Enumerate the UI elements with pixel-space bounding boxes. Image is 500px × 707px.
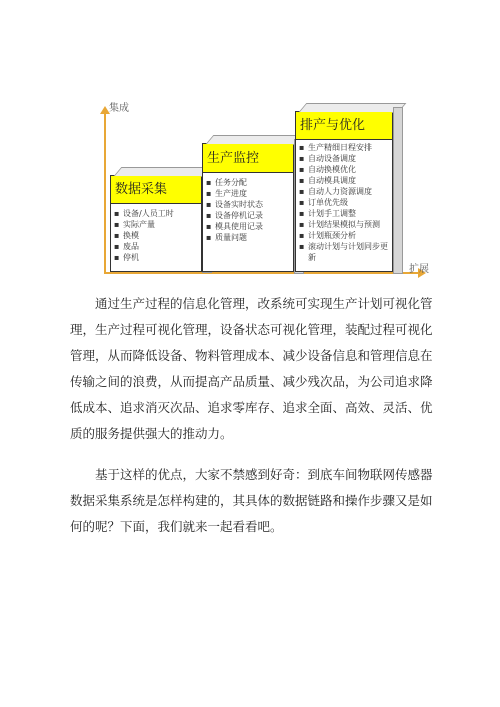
list-item: ▪ 实际产量 (123, 219, 174, 230)
block-item-list (203, 177, 263, 243)
list-item: ▪ 计划手工调整 (308, 208, 392, 219)
list-item: ▪ 生产精细日程安排 (308, 142, 392, 153)
list-item: ▪ 自动换模优化 (308, 164, 392, 175)
list-item: ▪ 设备实时状态 (215, 199, 263, 210)
y-axis-label: 集成 (109, 103, 129, 114)
block-scheduling-optimization (295, 111, 393, 272)
y-axis-line (104, 112, 106, 274)
list-item: ▪ 设备停机记录 (215, 210, 263, 221)
block-item-list (296, 142, 392, 263)
list-item: ▪ 自动人力资源调度 (308, 186, 392, 197)
list-item: ▪ 自动模具调度 (308, 175, 392, 186)
list-item: ▪ 订单优先级 (308, 197, 392, 208)
body-paragraph-intro: 基于这样的优点，大家不禁感到好奇：到底车间物联网传感器数据采集系统是怎样构建的，其具体的数据链路和操作步骤又是如何的呢？下面，我们就来一起看看吧。 (70, 467, 433, 534)
list-item: ▪ 生产进度 (215, 188, 263, 199)
list-item: ▪ 自动设备调度 (308, 153, 392, 164)
block-production-monitoring (202, 143, 294, 272)
block-title: 排产与优化 (296, 112, 392, 140)
list-item: ▪ 模具使用记录 (215, 221, 263, 232)
list-item: ▪ 废品 (123, 241, 174, 252)
block-item-list (111, 208, 174, 263)
list-item: ▪ 滚动计划与计划同步更新 (308, 241, 392, 263)
list-item: ▪ 任务分配 (215, 177, 263, 188)
x-axis-label: 扩展 (409, 264, 429, 275)
block-title: 生产监控 (203, 144, 293, 173)
block-data-collection (110, 175, 202, 272)
integration-diagram (0, 0, 500, 290)
block-title: 数据采集 (111, 176, 201, 204)
list-item: ▪ 设备/人员工时 (123, 208, 174, 219)
body-paragraph-benefits: 通过生产过程的信息化管理，改系统可实现生产计划可视化管理，生产过程可视化管理，设备状态可视化管理，装配过程可视化管理，从而降低设备、物料管理成本、减少设备信息和管理信息在传输之间的浪费，从而提高产品质量、减少残次品，为公司追求降低成本、追求消灭次品、追求零库存、追求全面、高效、灵活、优质的服务提供强大的推动力。 (70, 296, 433, 441)
list-item: ▪ 质量问题 (215, 232, 263, 243)
list-item: ▪ 计划结果模拟与预测 (308, 219, 392, 230)
list-item: ▪ 换模 (123, 230, 174, 241)
list-item: ▪ 停机 (123, 252, 174, 263)
x-axis-line (104, 272, 420, 274)
list-item: ▪ 计划瓶颈分析 (308, 230, 392, 241)
